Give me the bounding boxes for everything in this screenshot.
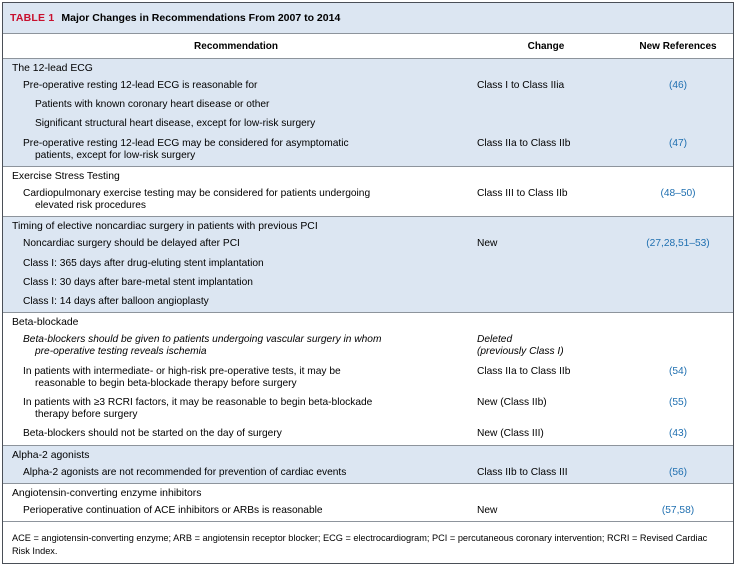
reference-cell: (43) [668, 428, 688, 440]
table-label: TABLE 1 [10, 12, 55, 24]
recommendation-text: Patients with known coronary heart disease or other [35, 99, 270, 111]
recommendation-text: Beta-blockers should be given to patients undergoing vascular surgery in whom [23, 334, 382, 346]
recommendation-cell [3, 188, 469, 212]
recommendation-cell [3, 505, 469, 517]
section-heading: Beta-blockade [12, 317, 79, 329]
table-frame [2, 2, 734, 564]
recommendation-cell [3, 138, 469, 162]
section-heading: Exercise Stress Testing [12, 171, 120, 183]
section-timing-elective-surgery [3, 217, 733, 313]
recommendation-text: In patients with ≥3 RCRI factors, it may be reasonable to begin beta-blockade [23, 397, 373, 409]
recommendation-text: Beta-blockers should not be started on the day of surgery [23, 428, 282, 440]
reference-cell: (46) [668, 80, 688, 91]
recommendation-text-continued: reasonable to begin beta-blockade therapy before surgery [35, 377, 297, 389]
section-beta-blockade [3, 313, 733, 445]
table-title: Major Changes in Recommendations From 2007 to 2014 [61, 12, 341, 24]
column-header-recommendation: Recommendation [194, 40, 278, 52]
recommendation-cell [3, 99, 469, 111]
recommendation-text: Class I: 14 days after balloon angioplasty [23, 296, 209, 308]
recommendation-cell [3, 366, 469, 390]
recommendation-text: Class I: 365 days after drug-eluting stent implantation [23, 257, 264, 269]
column-header-row [3, 34, 733, 59]
change-cell: Class IIa to Class IIb [477, 137, 571, 149]
recommendation-text: Class I: 30 days after bare-metal stent implantation [23, 276, 253, 288]
recommendation-cell [3, 428, 469, 440]
recommendation-text: Pre-operative resting 12-lead ECG is reasonable for [23, 80, 258, 91]
table-row [3, 274, 733, 293]
section-alpha-2-agonists [3, 446, 733, 484]
reference-cell: (57,58) [661, 504, 695, 516]
recommendation-cell [3, 334, 469, 358]
recommendation-cell [3, 397, 469, 421]
recommendation-text: Perioperative continuation of ACE inhibitors or ARBs is reasonable [23, 504, 323, 516]
table-row [3, 425, 733, 444]
recommendation-cell [3, 258, 469, 270]
table-row [3, 185, 733, 216]
recommendation-text: In patients with intermediate- or high-risk pre-operative tests, it may be [23, 365, 341, 377]
recommendation-text-continued: therapy before surgery [35, 409, 138, 421]
recommendation-text: Alpha-2 agonists are not recommended for prevention of cardiac events [23, 466, 347, 478]
table-row [3, 502, 733, 521]
reference-cell: (54) [668, 365, 688, 377]
reference-cell: (48–50) [660, 188, 696, 200]
change-text: Deleted [477, 334, 513, 346]
section-heading: Timing of elective noncardiac surgery in patients with previous PCI [12, 221, 318, 233]
table-row [3, 255, 733, 274]
reference-cell: (56) [668, 466, 688, 478]
recommendation-text-continued: patients, except for low-risk surgery [35, 149, 196, 161]
change-cell [469, 334, 623, 358]
recommendation-text-continued: pre-operative testing reveals ischemia [35, 346, 207, 358]
table-row [3, 293, 733, 312]
table-row [3, 394, 733, 425]
table-title-bar [3, 3, 733, 34]
change-cell: New [477, 238, 498, 250]
change-text-continued: (previously Class I) [477, 346, 564, 358]
section-heading: Alpha-2 agonists [12, 449, 90, 461]
section-12-lead-ecg [3, 59, 733, 167]
recommendation-cell [3, 467, 469, 479]
change-cell: New (Class III) [477, 428, 544, 440]
table-row [3, 135, 733, 166]
change-cell: Class IIb to Class III [477, 466, 568, 478]
reference-cell: (47) [668, 137, 688, 149]
recommendation-text: Significant structural heart disease, except for low-risk surgery [35, 118, 316, 130]
reference-cell: (55) [668, 397, 688, 409]
table-row [3, 363, 733, 394]
section-exercise-stress-testing [3, 167, 733, 217]
table-row [3, 115, 733, 134]
change-cell: Class I to Class IIia [477, 80, 565, 91]
recommendation-cell [3, 80, 469, 92]
recommendation-cell [3, 238, 469, 250]
table-footnote: ACE = angiotensin-converting enzyme; ARB = angiotensin receptor blocker; ECG = electrocardiogram; PCI = percutaneous coronary intervention; RCRI = Revised Cardiac Risk Index. [12, 533, 708, 557]
recommendation-text: Noncardiac surgery should be delayed after PCI [23, 238, 240, 250]
recommendation-text: Pre-operative resting 12-lead ECG may be considered for asymptomatic [23, 137, 349, 149]
table-row [3, 235, 733, 254]
column-header-references: New References [639, 40, 717, 52]
change-cell: Class IIa to Class IIb [477, 365, 571, 377]
reference-cell: (27,28,51–53) [646, 238, 710, 250]
recommendation-cell [3, 296, 469, 308]
section-heading: The 12-lead ECG [12, 63, 93, 74]
change-cell: New (Class IIb) [477, 397, 547, 409]
recommendation-text: Cardiopulmonary exercise testing may be considered for patients undergoing [23, 188, 371, 200]
table-row [3, 77, 733, 96]
column-header-change: Change [527, 40, 565, 52]
recommendation-cell [3, 118, 469, 130]
section-heading: Angiotensin-converting enzyme inhibitors [12, 487, 202, 499]
table-row [3, 464, 733, 483]
recommendation-cell [3, 277, 469, 289]
section-ace-inhibitors [3, 484, 733, 522]
table-row [3, 96, 733, 115]
change-cell: New [477, 504, 498, 516]
table-row [3, 331, 733, 362]
recommendation-text-continued: elevated risk procedures [35, 200, 146, 212]
change-cell: Class III to Class IIb [477, 188, 568, 200]
